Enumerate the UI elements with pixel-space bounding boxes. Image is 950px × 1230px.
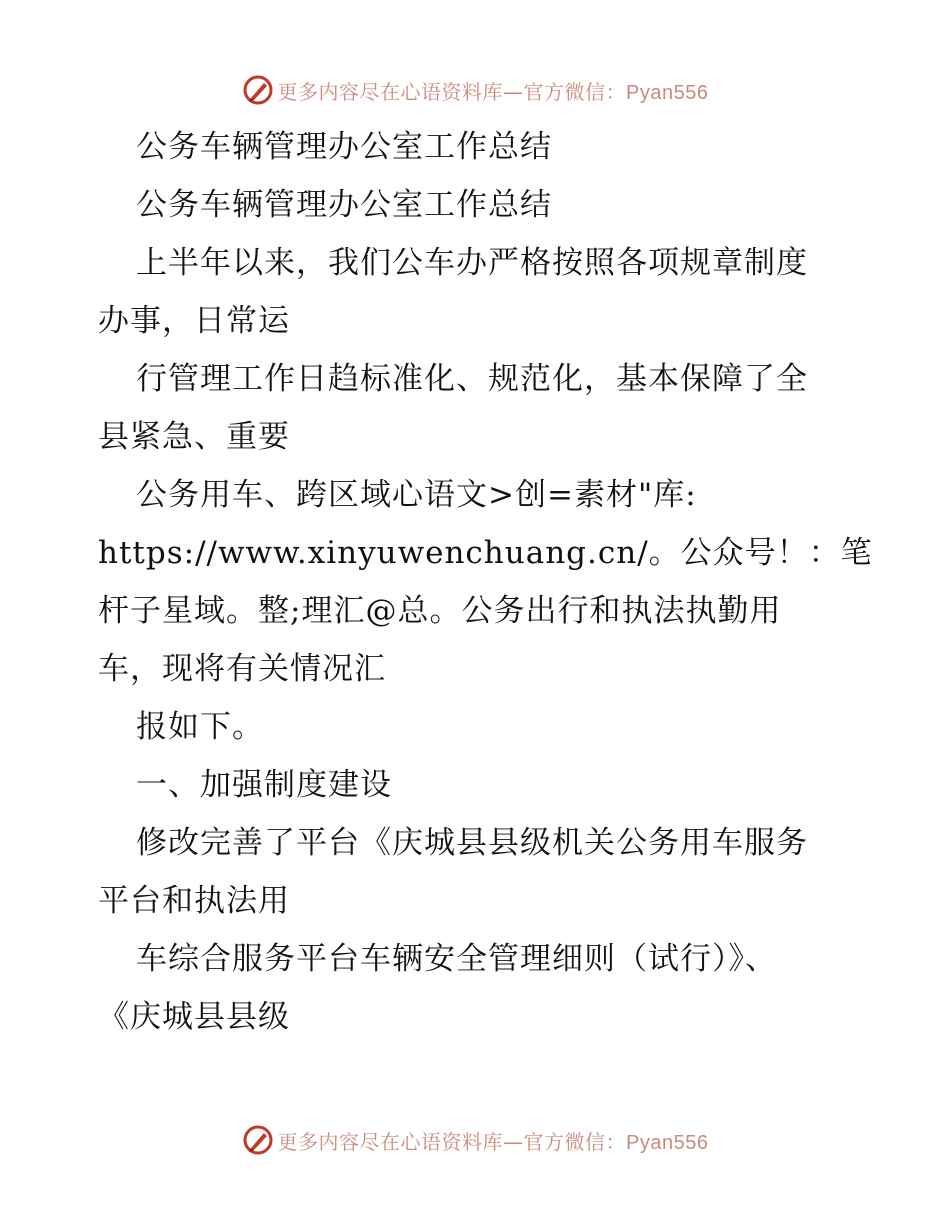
text-line: 一、加强制度建设: [136, 767, 392, 803]
header-banner: [0, 70, 950, 110]
wechat-id: Pyan556: [626, 81, 709, 104]
text-line: 公务用车、跨区域心语文>创=素材"库:: [136, 477, 697, 513]
text-line: 行管理工作日趋标准化、规范化，基本保障了全: [136, 361, 808, 397]
text-line: 《庆城县县级: [98, 999, 290, 1035]
text-line: 县紧急、重要: [98, 419, 290, 455]
text-line: https://www.xinyuwenchuang.cn/。公众号！：笔: [98, 535, 873, 571]
text-line: 上半年以来，我们公车办严格按照各项规章制度: [136, 245, 808, 281]
banner-text: 更多内容尽在心语资料库—官方微信：Pyan556: [277, 79, 709, 104]
text-line: 公务车辆管理办公室工作总结: [136, 187, 552, 223]
wechat-id: Pyan556: [626, 1131, 709, 1154]
text-line: 杆子星域。整;理汇@总。公务出行和执法执勤用: [98, 593, 782, 629]
text-line: 公务车辆管理办公室工作总结: [136, 129, 552, 165]
text-line: 修改完善了平台《庆城县县级机关公务用车服务: [136, 825, 808, 861]
text-line: 办事，日常运: [98, 303, 290, 339]
pen-logo-icon: [242, 74, 274, 106]
banner-text: 更多内容尽在心语资料库—官方微信：Pyan556: [277, 1129, 709, 1154]
text-line: 车，现将有关情况汇: [98, 651, 386, 687]
text-line: 车综合服务平台车辆安全管理细则（试行）》、: [136, 941, 777, 977]
pen-logo-icon: [242, 1124, 274, 1156]
text-line: 平台和执法用: [98, 883, 290, 919]
footer-banner: [0, 1120, 950, 1160]
text-line: 报如下。: [136, 709, 264, 745]
document-body: [98, 118, 873, 1046]
